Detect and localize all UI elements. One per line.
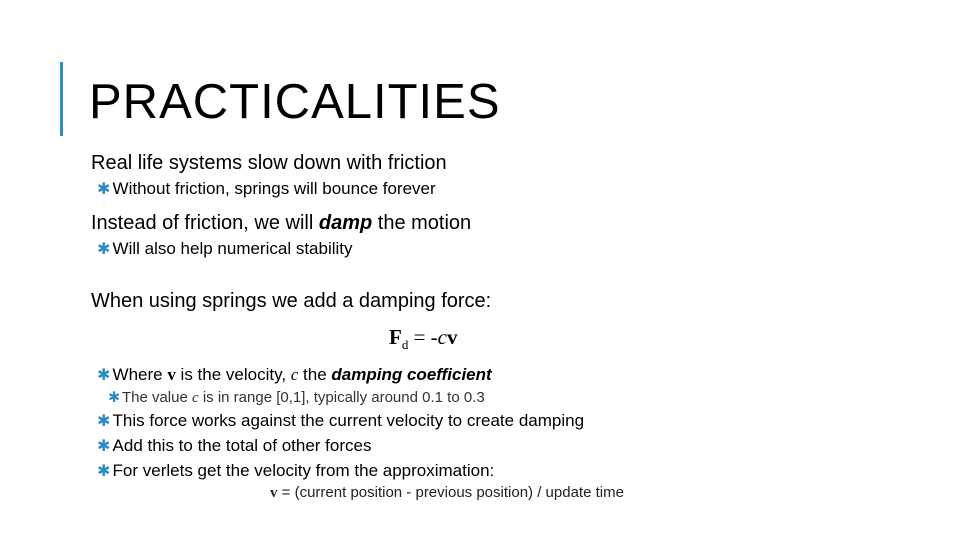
point-damping-force: When using springs we add a damping force:: [91, 290, 492, 312]
where-v: v: [167, 365, 176, 384]
velocity-formula: [270, 484, 624, 502]
subpoint-text: Add this to the total of other forces: [112, 436, 372, 455]
title-accent-bar: [60, 62, 63, 136]
formula-equals: = -: [408, 325, 438, 349]
point-damp: [91, 212, 471, 235]
slide-title: PRACTICALITIES: [89, 75, 501, 129]
asterisk-bullet-icon: ✱: [97, 180, 111, 198]
point-damp-post: the motion: [372, 212, 472, 234]
subpoint-where: [97, 365, 492, 385]
subsubpoint-value: [108, 389, 485, 407]
value-c: c: [192, 390, 199, 406]
subpoint-text: Without friction, springs will bounce forever: [112, 179, 436, 198]
asterisk-bullet-icon: ✱: [108, 390, 120, 406]
subpoint-text: Will also help numerical stability: [112, 239, 353, 258]
formula-F: F: [389, 325, 402, 349]
point-damp-pre: Instead of friction, we will: [91, 212, 319, 234]
where-pre: Where: [112, 365, 168, 384]
subpoint-stability: [97, 239, 353, 259]
asterisk-bullet-icon: ✱: [97, 240, 111, 258]
asterisk-bullet-icon: ✱: [97, 366, 111, 384]
asterisk-bullet-icon: ✱: [97, 412, 111, 430]
subpoint-text: This force works against the current velocity to create damping: [112, 411, 585, 430]
subpoint-add-forces: [97, 436, 371, 456]
where-emphasis: damping coefficient: [331, 365, 492, 384]
where-mid2: the: [298, 365, 332, 384]
formula-c: c: [437, 325, 447, 349]
value-post: is in range [0,1], typically around 0.1 to 0.3: [198, 389, 485, 406]
asterisk-bullet-icon: ✱: [97, 462, 111, 480]
where-mid: is the velocity,: [175, 365, 291, 384]
where-c: c: [290, 365, 299, 384]
point-damp-emphasis: damp: [318, 212, 373, 234]
subpoint-against-velocity: [97, 411, 584, 431]
subpoint-verlets: [97, 461, 494, 481]
value-pre: The value: [121, 389, 192, 406]
formula-subscript: d: [401, 337, 409, 353]
subpoint-friction: [97, 179, 436, 199]
vformula-v: v: [270, 485, 278, 501]
subpoint-text: For verlets get the velocity from the approximation:: [112, 461, 495, 480]
formula-v: v: [447, 325, 458, 349]
vformula-rest: = (current position - previous position) / update time: [277, 484, 624, 501]
damping-formula: [389, 325, 458, 353]
point-friction: Real life systems slow down with friction: [91, 152, 447, 174]
asterisk-bullet-icon: ✱: [97, 437, 111, 455]
